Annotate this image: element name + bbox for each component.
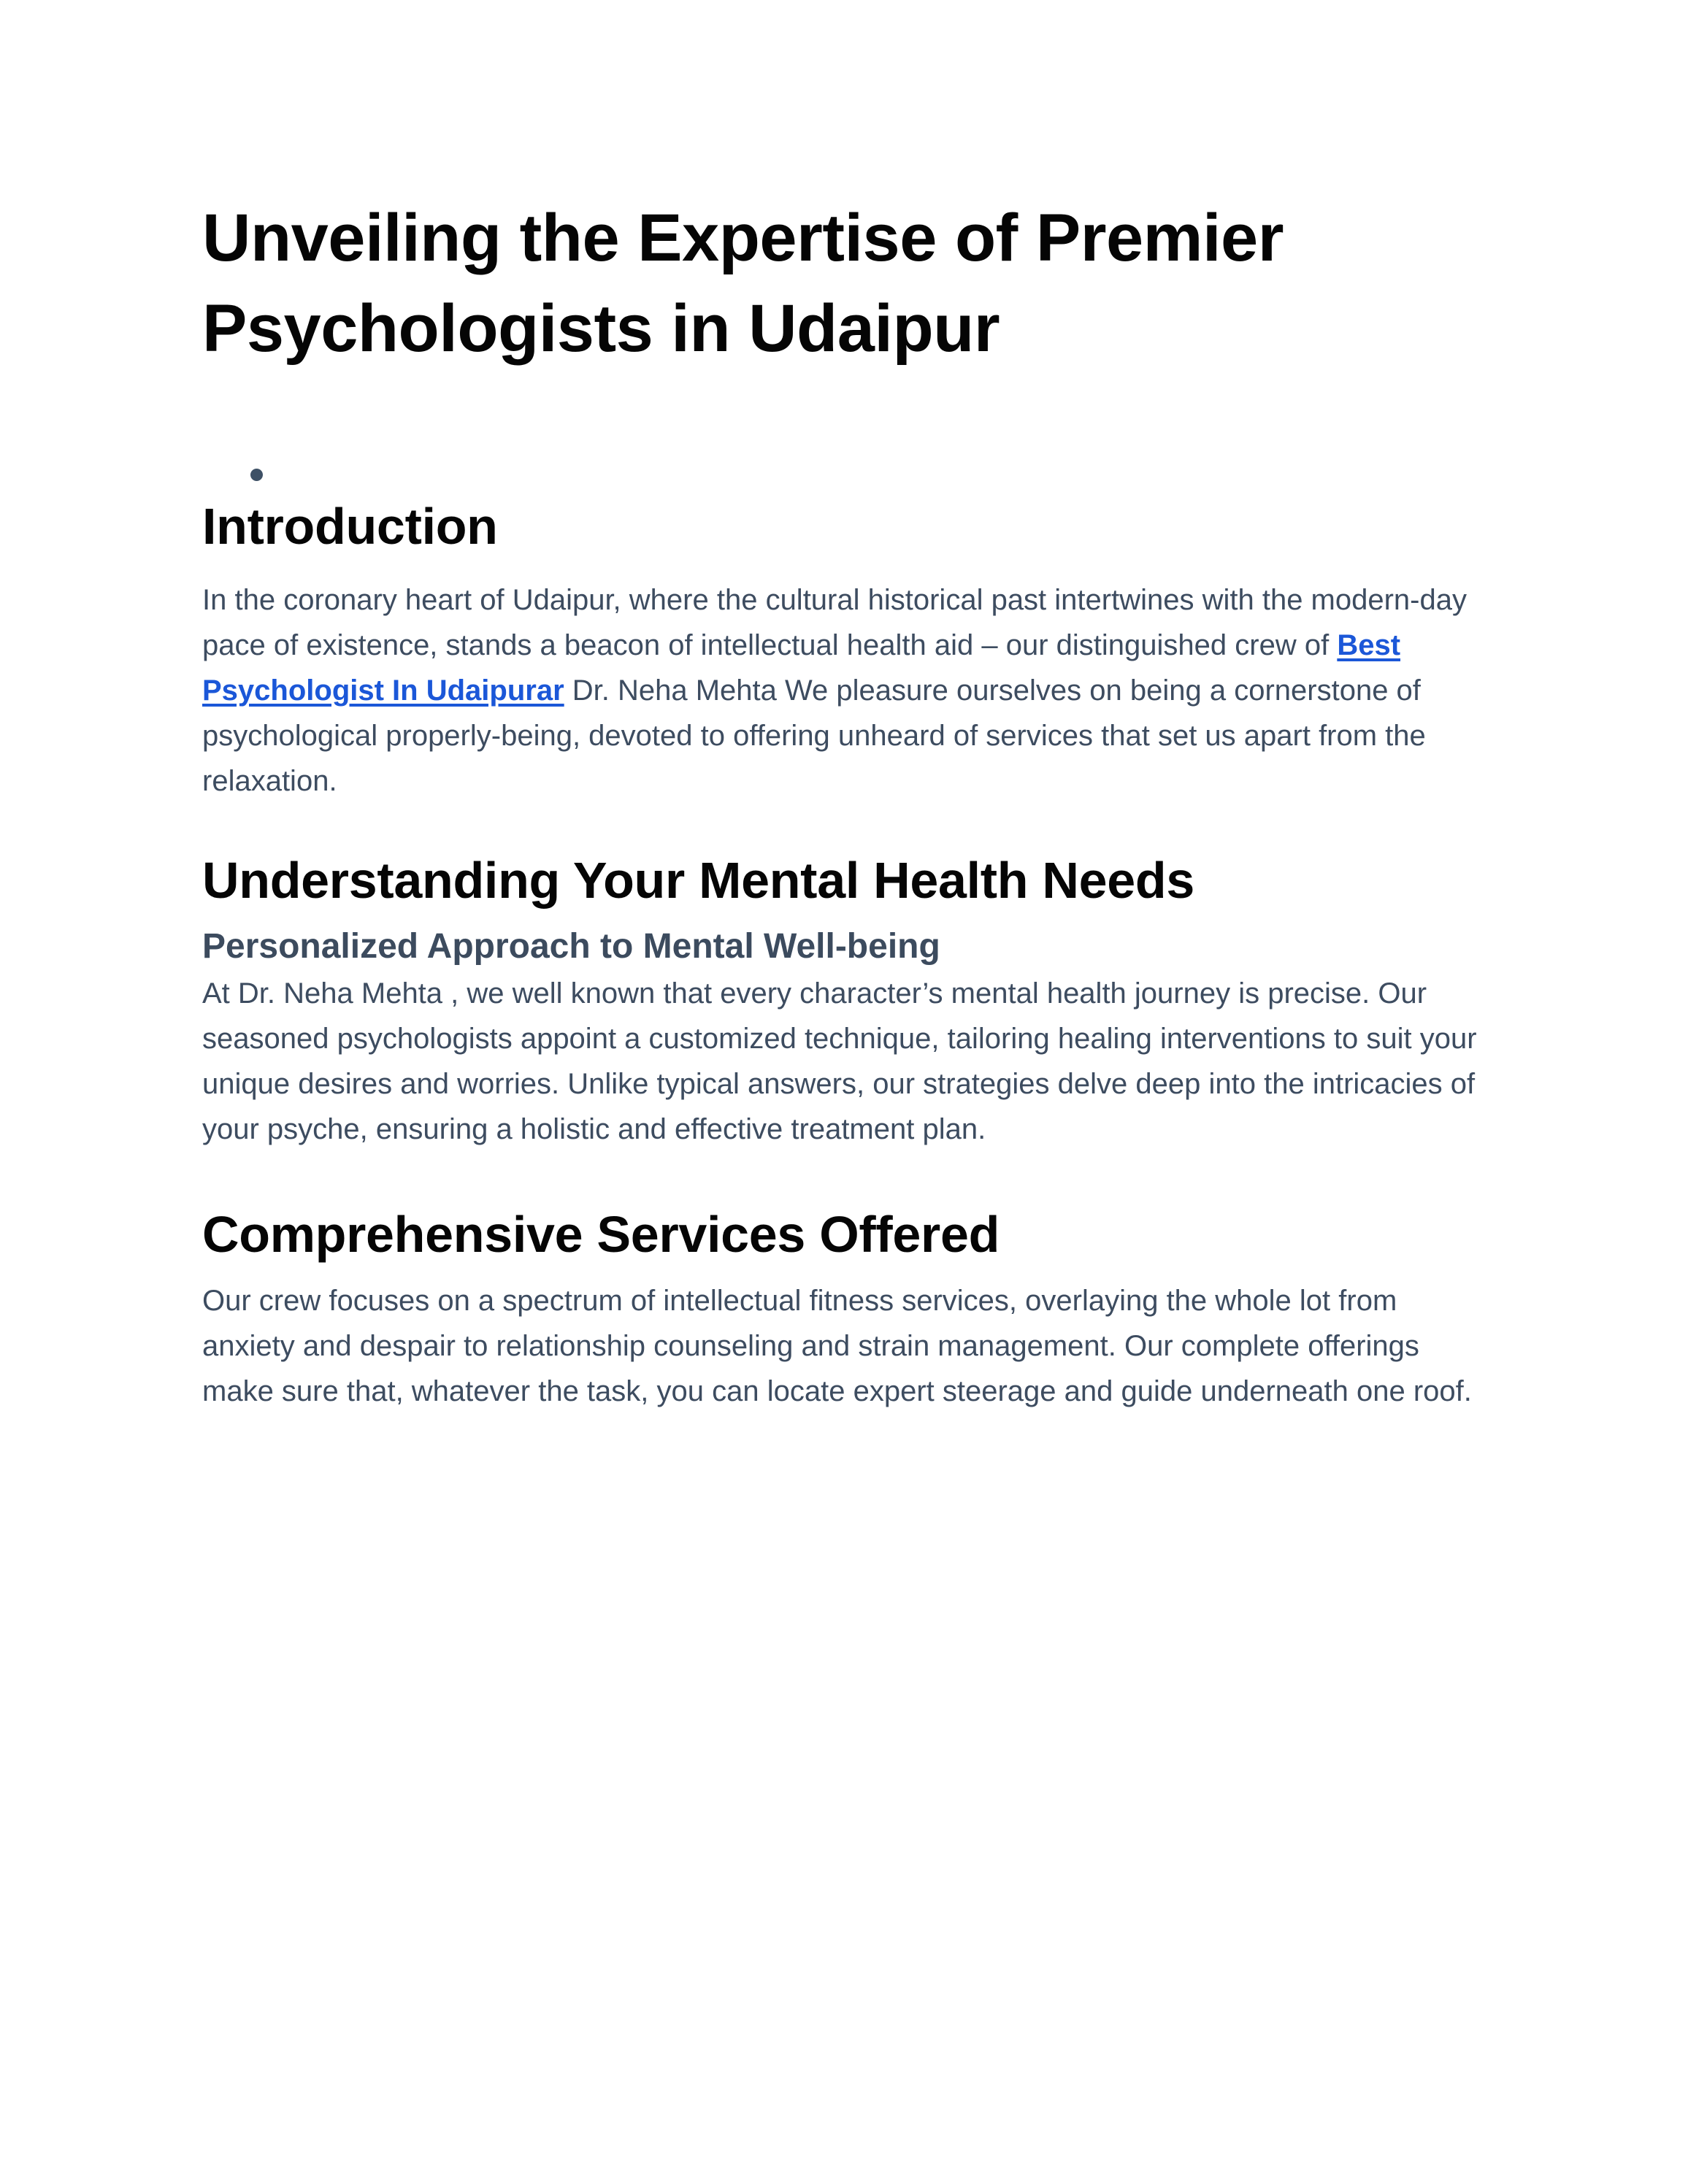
section-heading-introduction: Introduction (202, 498, 498, 555)
intro-text-before-link: In the coronary heart of Udaipur, where the cultural historical past intertwines with the modern-day pace of existence, stands a beacon of intellectual health aid – our distinguished crew of (202, 584, 1467, 661)
comprehensive-services-paragraph: Our crew focuses on a spectrum of intellectual fitness services, overlaying the whole lot from anxiety and despair to relationship counseling and strain management. Our complete offerings make sure that, whatever the task, you can locate expert steerage and guide underneath one roof. (202, 1285, 1472, 1407)
section-heading-understanding-mental-health: Understanding Your Mental Health Needs (202, 852, 1195, 909)
intro-paragraph (202, 577, 1486, 804)
list-bullet-icon (250, 469, 263, 481)
empty-list-item (202, 469, 1486, 481)
section-heading-comprehensive-services: Comprehensive Services Offered (202, 1206, 1000, 1263)
best-psychologist-link[interactable]: Best Psychologist In Udaipurar (202, 629, 1401, 707)
intro-text-after-link: Dr. Neha Mehta We pleasure ourselves on being a cornerstone of psychological properly-being, devoted to offering unheard of services that set us apart from the relaxation. (202, 674, 1426, 797)
page-title: Unveiling the Expertise of Premier Psychologists in Udaipur (202, 201, 1284, 366)
personalized-approach-paragraph: At Dr. Neha Mehta , we well known that every character’s mental health journey is precise. Our seasoned psychologists appoint a customized technique, tailoring healing interventions to suit your unique desires and worries. Unlike typical answers, our strategies delve deep into the intricacies of your psyche, ensuring a holistic and effective treatment plan. (202, 977, 1477, 1145)
subheading-personalized-approach: Personalized Approach to Mental Well-being (202, 927, 940, 966)
